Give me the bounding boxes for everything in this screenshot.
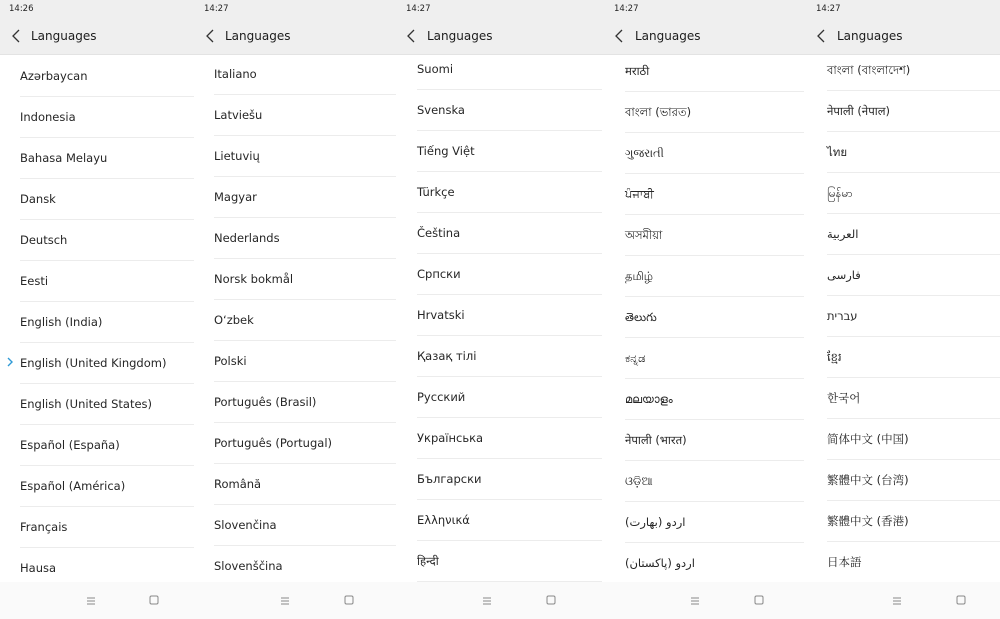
language-item[interactable]: [625, 460, 804, 502]
phone-screen-3: [404, 0, 610, 619]
language-item[interactable]: [625, 419, 804, 461]
language-label: Hrvatski: [417, 308, 465, 322]
language-item[interactable]: [417, 212, 602, 254]
language-label: Română: [214, 477, 262, 491]
menu-icon[interactable]: [85, 596, 97, 606]
language-label: தமிழ்: [625, 269, 654, 283]
status-time: 14:27: [614, 4, 639, 14]
language-item[interactable]: [214, 135, 396, 177]
language-item[interactable]: [214, 545, 396, 582]
status-time: 14:27: [816, 4, 841, 14]
language-label: Русский: [417, 390, 466, 404]
status-bar: [202, 0, 404, 18]
language-label: Español (América): [20, 479, 126, 493]
language-list[interactable]: [812, 55, 1000, 582]
page-title: Languages: [31, 29, 97, 43]
chevron-left-icon[interactable]: [815, 28, 829, 44]
language-label: Italiano: [214, 67, 257, 81]
language-label: 日本語: [827, 555, 862, 569]
language-label: Српски: [417, 267, 461, 281]
chevron-left-icon[interactable]: [613, 28, 627, 44]
language-item[interactable]: [827, 55, 1000, 91]
language-label: ಕನ್ನಡ: [625, 351, 646, 365]
navigation-bar: [202, 582, 404, 619]
language-label: O‘zbek: [214, 313, 254, 327]
language-item[interactable]: [20, 383, 194, 425]
app-header: [610, 18, 812, 55]
language-label: Polski: [214, 354, 247, 368]
language-item[interactable]: [417, 417, 602, 459]
language-item[interactable]: [827, 254, 1000, 296]
language-item[interactable]: [20, 55, 194, 97]
language-label: Azərbaycan: [20, 69, 88, 83]
language-label: עברית: [827, 309, 858, 323]
language-label: Latviešu: [214, 108, 263, 122]
language-label: ਪੰਜਾਬੀ: [625, 187, 654, 201]
language-label: ខ្មែរ: [827, 350, 842, 364]
language-item[interactable]: [827, 131, 1000, 173]
language-label: اردو (بھارت): [625, 515, 686, 529]
status-time: 14:27: [204, 4, 229, 14]
language-item[interactable]: [20, 424, 194, 466]
language-item[interactable]: [214, 94, 396, 136]
language-item[interactable]: [20, 547, 194, 582]
chevron-left-icon[interactable]: [204, 28, 218, 44]
language-item[interactable]: [20, 260, 194, 302]
square-icon[interactable]: [754, 595, 764, 605]
language-item[interactable]: [417, 130, 602, 172]
language-item[interactable]: [417, 253, 602, 295]
language-label: Deutsch: [20, 233, 68, 247]
language-item[interactable]: [827, 459, 1000, 501]
language-item[interactable]: [417, 499, 602, 541]
app-header: [812, 18, 1000, 55]
language-label: Português (Brasil): [214, 395, 317, 409]
language-label: Magyar: [214, 190, 257, 204]
language-item[interactable]: [214, 258, 396, 300]
language-item[interactable]: [214, 422, 396, 464]
language-label: മലയാളം: [625, 392, 673, 406]
language-label: Hausa: [20, 561, 57, 575]
navigation-bar: [610, 582, 812, 619]
language-item[interactable]: [214, 299, 396, 341]
language-item[interactable]: [417, 335, 602, 377]
language-item[interactable]: [214, 340, 396, 382]
language-item[interactable]: [214, 176, 396, 218]
language-item[interactable]: [214, 504, 396, 546]
language-item[interactable]: [20, 178, 194, 220]
page-title: Languages: [635, 29, 701, 43]
chevron-right-icon: [6, 357, 14, 367]
language-label: ગુજરાતી: [625, 146, 664, 160]
phone-screen-2: [202, 0, 404, 619]
language-label: English (India): [20, 315, 103, 329]
language-label: 繁體中文 (香港): [827, 514, 909, 528]
app-header: [404, 18, 610, 55]
phone-screen-4: [610, 0, 812, 619]
page-title: Languages: [837, 29, 903, 43]
language-label: Norsk bokmål: [214, 272, 294, 286]
language-label: 한국어: [827, 391, 861, 405]
language-label: मराठी: [625, 64, 650, 78]
language-label: Eesti: [20, 274, 49, 288]
navigation-bar: [812, 582, 1000, 619]
language-label: العربية: [827, 227, 859, 241]
language-item[interactable]: [625, 132, 804, 174]
language-label: ไทย: [827, 145, 848, 159]
navigation-bar: [0, 582, 202, 619]
language-item[interactable]: [625, 214, 804, 256]
language-item-selected[interactable]: [20, 342, 194, 384]
language-item[interactable]: [417, 89, 602, 131]
language-label: Čeština: [417, 226, 461, 240]
language-item[interactable]: [417, 376, 602, 418]
language-item[interactable]: [20, 96, 194, 138]
language-label: မြန်မာ: [827, 186, 853, 200]
language-label: অসমীয়া: [625, 228, 663, 242]
language-label: Nederlands: [214, 231, 280, 245]
language-label: ଓଡ଼ିଆ: [625, 474, 653, 488]
square-icon[interactable]: [344, 595, 354, 605]
menu-icon[interactable]: [481, 596, 493, 606]
language-label: Ελληνικά: [417, 513, 470, 527]
language-label: Español (España): [20, 438, 120, 452]
language-label: Türkçe: [417, 185, 455, 199]
language-label: Українська: [417, 431, 484, 445]
language-item[interactable]: [827, 336, 1000, 378]
language-item[interactable]: [20, 137, 194, 179]
square-icon[interactable]: [149, 595, 159, 605]
language-item[interactable]: [625, 542, 804, 582]
language-label: English (United Kingdom): [20, 356, 167, 370]
language-label: Қазақ тілі: [417, 349, 477, 363]
language-item[interactable]: [417, 540, 602, 582]
language-item[interactable]: [417, 171, 602, 213]
status-bar: [812, 0, 1000, 18]
language-item[interactable]: [214, 463, 396, 505]
language-label: Lietuvių: [214, 149, 260, 163]
menu-icon[interactable]: [689, 596, 701, 606]
language-label: English (United States): [20, 397, 153, 411]
language-label: Slovenščina: [214, 559, 283, 573]
language-item[interactable]: [625, 501, 804, 543]
app-header: [0, 18, 202, 55]
language-label: नेपाली (नेपाल): [827, 104, 890, 118]
language-item[interactable]: [214, 55, 396, 95]
language-label: తెలుగు: [625, 310, 657, 324]
language-label: فارسی: [827, 268, 861, 282]
language-label: Slovenčina: [214, 518, 277, 532]
language-item[interactable]: [827, 213, 1000, 255]
square-icon[interactable]: [956, 595, 966, 605]
language-item[interactable]: [827, 377, 1000, 419]
language-label: Français: [20, 520, 68, 534]
language-list[interactable]: [0, 55, 202, 582]
language-item[interactable]: [214, 217, 396, 259]
language-label: नेपाली (भारत): [625, 433, 687, 447]
language-label: 简体中文 (中国): [827, 432, 909, 446]
page-title: Languages: [225, 29, 291, 43]
language-item[interactable]: [625, 337, 804, 379]
status-bar: [404, 0, 610, 18]
phone-screen-5: [812, 0, 1000, 619]
language-item[interactable]: [827, 418, 1000, 460]
language-label: हिन्दी: [417, 554, 439, 568]
chevron-left-icon[interactable]: [10, 28, 24, 44]
language-item[interactable]: [20, 465, 194, 507]
menu-icon[interactable]: [891, 596, 903, 606]
language-item[interactable]: [417, 458, 602, 500]
language-label: Dansk: [20, 192, 56, 206]
language-item[interactable]: [827, 90, 1000, 132]
language-item[interactable]: [20, 506, 194, 548]
language-list[interactable]: [202, 55, 404, 582]
language-label: Svenska: [417, 103, 465, 117]
language-item[interactable]: [417, 55, 602, 90]
square-icon[interactable]: [546, 595, 556, 605]
language-label: বাংলা (ভারত): [625, 105, 692, 119]
status-bar: [0, 0, 202, 18]
language-label: বাংলা (বাংলাদেশ): [827, 63, 911, 77]
language-label: Suomi: [417, 62, 454, 76]
status-bar: [610, 0, 812, 18]
language-item[interactable]: [827, 541, 1000, 582]
language-list[interactable]: [404, 55, 610, 582]
language-item[interactable]: [625, 91, 804, 133]
chevron-left-icon[interactable]: [405, 28, 419, 44]
phone-screen-1: [0, 0, 202, 619]
app-header: [202, 18, 404, 55]
language-item[interactable]: [20, 219, 194, 261]
language-item[interactable]: [20, 301, 194, 343]
language-item[interactable]: [827, 295, 1000, 337]
page-title: Languages: [427, 29, 493, 43]
language-item[interactable]: [625, 55, 804, 92]
language-list[interactable]: [610, 55, 812, 582]
language-item[interactable]: [625, 296, 804, 338]
language-item[interactable]: [827, 500, 1000, 542]
language-label: Български: [417, 472, 482, 486]
language-item[interactable]: [417, 294, 602, 336]
language-item[interactable]: [214, 381, 396, 423]
language-label: Bahasa Melayu: [20, 151, 108, 165]
language-item[interactable]: [625, 255, 804, 297]
language-label: Português (Portugal): [214, 436, 332, 450]
language-label: Indonesia: [20, 110, 76, 124]
language-label: Tiếng Việt: [417, 144, 475, 158]
language-item[interactable]: [625, 173, 804, 215]
language-label: 繁體中文 (台湾): [827, 473, 909, 487]
language-item[interactable]: [827, 172, 1000, 214]
language-label: اردو (پاکستان): [625, 556, 695, 570]
language-item[interactable]: [625, 378, 804, 420]
navigation-bar: [404, 582, 610, 619]
menu-icon[interactable]: [279, 596, 291, 606]
status-time: 14:26: [9, 4, 34, 14]
status-time: 14:27: [406, 4, 431, 14]
